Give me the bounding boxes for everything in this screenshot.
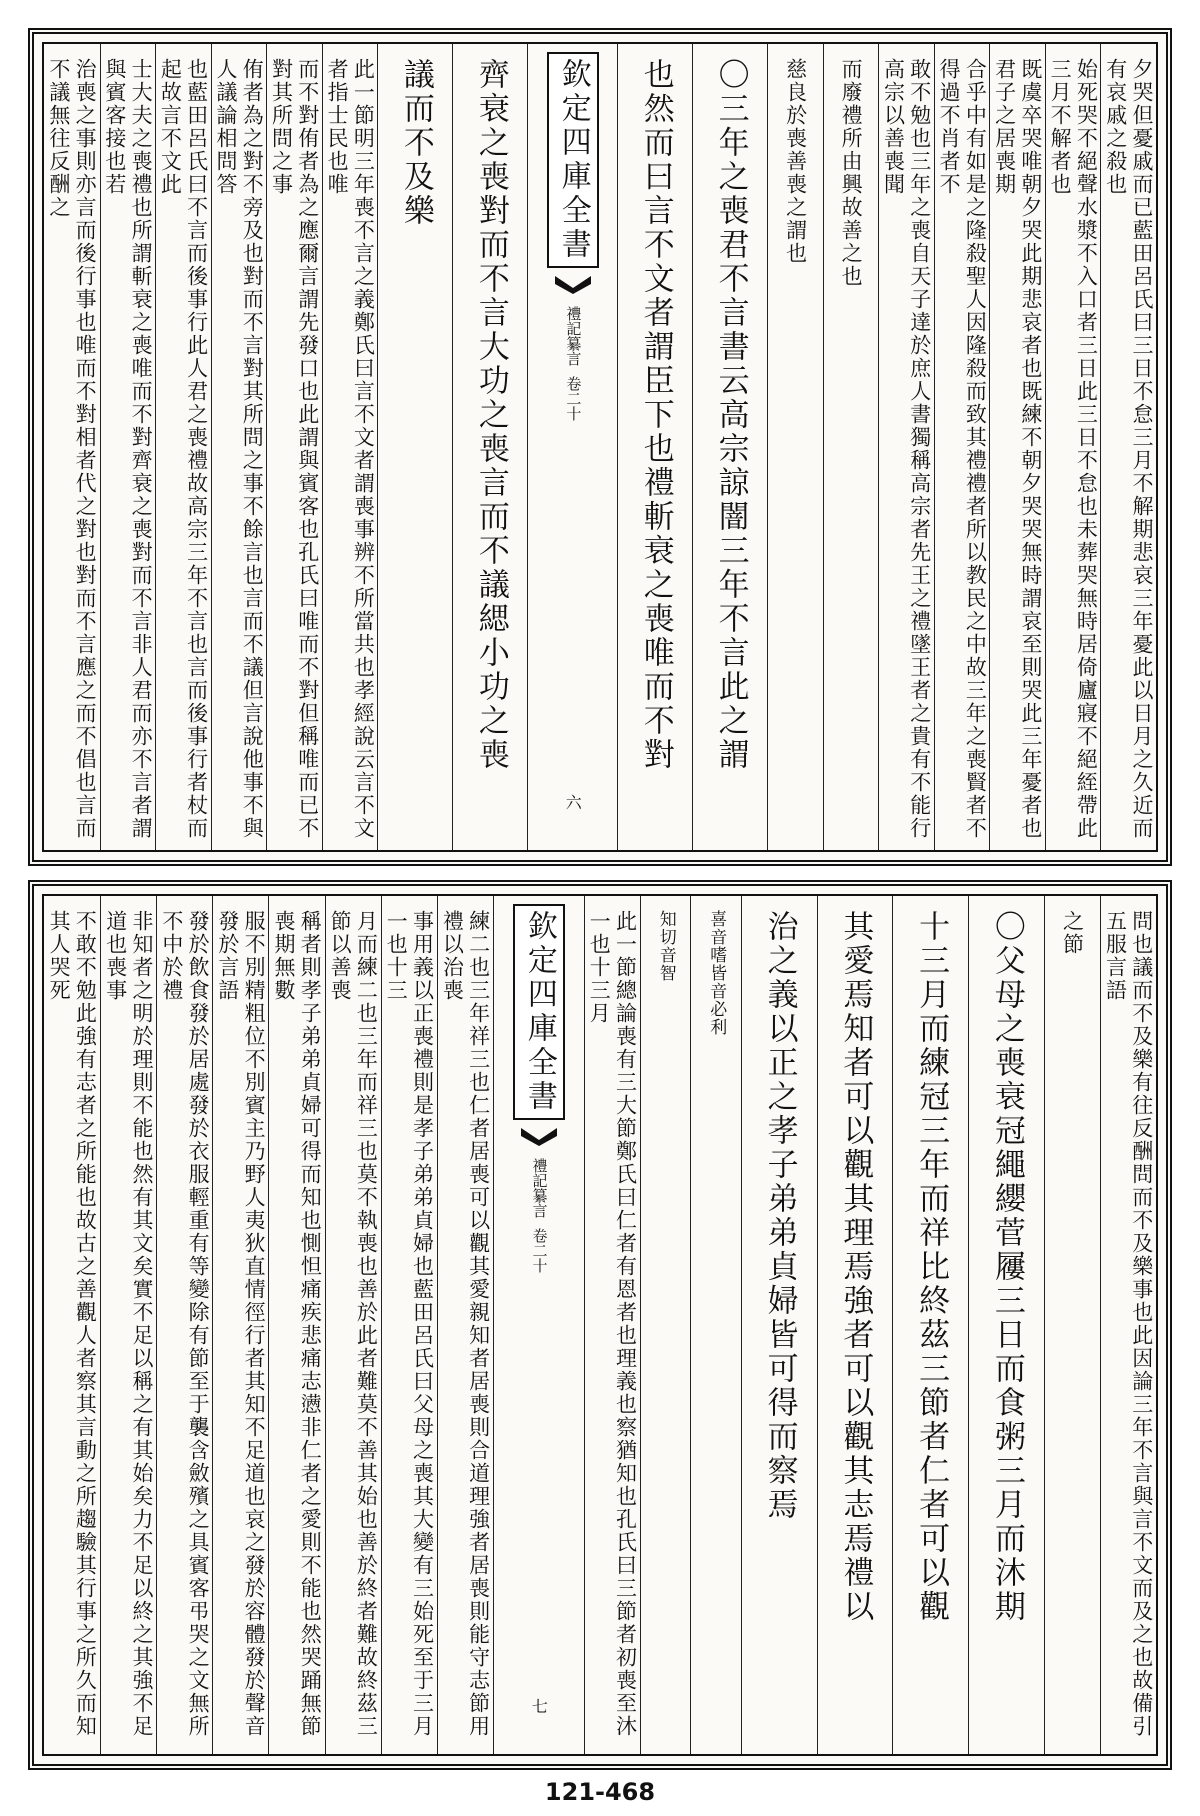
book-subtitle: 禮記纂言 bbox=[564, 306, 583, 366]
column-text: 此一節明三年喪不言之義鄭氏曰言不文者謂喪事辨不所當共也孝經說云言不文者指士民也唯 bbox=[325, 58, 376, 840]
volume-label: 卷二十 bbox=[530, 1228, 549, 1273]
main-text-column bbox=[968, 896, 1044, 1754]
column-text: 發於飲食發於居處發於衣服輕重有等變除有節至于襲含斂殯之具賓客弔哭之文無所不中於禮 bbox=[159, 910, 211, 1738]
column-text: 問也議而不及樂有往反酬問而不及樂事也此因論三年不言與言不文而及之也故備引五服言語 bbox=[1103, 910, 1154, 1738]
commentary-column bbox=[100, 896, 156, 1754]
column-text: 敢不勉也三年之喪自天子達於庶人書獨稱高宗者先王之禮墜王者之貴有不能行高宗以善喪聞 bbox=[881, 58, 932, 840]
commentary-column bbox=[878, 44, 934, 850]
commentary-column bbox=[989, 44, 1045, 850]
column-text: 喜音嗜皆音必利 bbox=[706, 910, 727, 1036]
center-gutter bbox=[493, 896, 584, 1754]
column-text: 夕哭但憂戚而已藍田呂氏曰三日不怠三月不解期悲哀三年憂此以日月之久近而有哀戚之殺也 bbox=[1103, 58, 1154, 840]
commentary-column bbox=[437, 896, 493, 1754]
book-title: 欽定四庫全書 bbox=[547, 52, 599, 268]
commentary-column bbox=[44, 44, 100, 850]
commentary-column bbox=[322, 44, 378, 850]
bottom-page-frame bbox=[42, 894, 1158, 1756]
column-text: 月而練二也三年而祥三也莫不執喪也善於此者難莫不善其始也善於終者難故終茲三節以善喪 bbox=[328, 910, 379, 1738]
commentary-column bbox=[767, 44, 823, 850]
top-page bbox=[28, 28, 1172, 866]
commentary-column bbox=[1100, 896, 1156, 1754]
column-text: 既虞卒哭唯朝夕哭此期悲哀者也既練不朝夕哭哭無時謂哀至則哭此三年憂者也君子之居喪期 bbox=[992, 58, 1043, 840]
commentary-column bbox=[211, 44, 267, 850]
commentary-column bbox=[266, 44, 322, 850]
commentary-column bbox=[823, 44, 879, 850]
column-text: 之節 bbox=[1060, 910, 1085, 956]
commentary-column bbox=[1045, 44, 1101, 850]
book-title: 欽定四庫全書 bbox=[513, 904, 565, 1120]
column-text: 也然而曰言不文者謂臣下也禮斬衰之喪唯而不對 bbox=[637, 58, 674, 772]
commentary-column bbox=[268, 896, 324, 1754]
commentary-column bbox=[100, 44, 156, 850]
commentary-column bbox=[212, 896, 268, 1754]
column-text: 十三月而練冠三年而祥比終茲三節者仁者可以觀 bbox=[913, 910, 950, 1624]
commentary-column bbox=[325, 896, 381, 1754]
fishtail-ornament-icon bbox=[553, 274, 593, 296]
column-text: 合乎中有如是之隆殺聖人因隆殺而致其禮禮者所以教民之中故三年之喪賢者不得過不肖者不 bbox=[937, 58, 988, 840]
folio-number: 七 bbox=[529, 1698, 549, 1714]
main-text-column bbox=[817, 896, 893, 1754]
column-text: 〇三年之喪君不言書云高宗諒闇三年不言此之謂 bbox=[712, 58, 749, 772]
main-text-column bbox=[892, 896, 968, 1754]
column-text: 服不別精粗位不別賓主乃野人夷狄直情徑行者其知不足道也哀之發於容體發於聲音發於言語 bbox=[215, 910, 267, 1738]
commentary-column bbox=[1044, 896, 1100, 1754]
column-text: 稱者則孝子弟弟貞婦可得而知也惻怛痛疾悲痛志懑非仁者之愛則不能也然哭踊無節喪期無數 bbox=[272, 910, 323, 1738]
main-text-column bbox=[741, 896, 817, 1754]
center-gutter bbox=[527, 44, 617, 850]
commentary-column bbox=[584, 896, 640, 1754]
column-text: 治喪之事則亦言而後行事也唯而不對相者代之對也對而不言應之而不倡也言而不議無往反酬之 bbox=[46, 58, 98, 840]
column-text: 齊衰之喪對而不言大功之喪言而不議緦小功之喪 bbox=[472, 58, 509, 772]
column-text: 非知者之明於理則不能也然有其文矣實不足以稱之有其始矣力不足以終之其強不足道也喪事 bbox=[103, 910, 154, 1738]
commentary-column bbox=[155, 44, 211, 850]
column-text: 知切音智 bbox=[655, 910, 676, 982]
volume-label: 卷二十 bbox=[564, 376, 583, 421]
page-code: 121-468 bbox=[544, 1778, 656, 1806]
column-text: 不敢不勉此強有志者之所能也故古之善觀人者察其言動之所趨驗其行事之所久而知其人哭死 bbox=[47, 910, 98, 1738]
column-text: 練二也三年祥三也仁者居喪可以觀其愛親知者居喪則合道理強者居喪則能守志節用禮以治喪 bbox=[440, 910, 491, 1738]
commentary-column bbox=[640, 896, 690, 1754]
main-text-column bbox=[692, 44, 767, 850]
main-text-column bbox=[452, 44, 527, 850]
column-text: 慈良於喪善喪之謂也 bbox=[783, 58, 808, 265]
bottom-page bbox=[28, 880, 1172, 1770]
column-text: 事用義以正喪禮則是孝子弟弟貞婦也藍田呂氏曰父母之喪其大變有三始死至于三月一也十三 bbox=[384, 910, 435, 1738]
commentary-column bbox=[1100, 44, 1156, 850]
commentary-column bbox=[381, 896, 437, 1754]
commentary-column bbox=[44, 896, 100, 1754]
commentary-column bbox=[934, 44, 990, 850]
column-text: 而不對侑者為之應爾言謂先發口也此謂與賓客也孔氏曰唯而不對但稱唯而已不對其所問之事 bbox=[269, 58, 320, 840]
column-text: 而廢禮所由興故善之也 bbox=[839, 58, 864, 288]
column-text: 也藍田呂氏曰不言而後事行此人君之喪禮故高宗三年不言也言而後事行者杖而起故言不文此 bbox=[158, 58, 209, 840]
column-text: 此一節總論喪有三大節鄭氏曰仁者有恩者也理義也察猶知也孔氏曰三節者初喪至沐一也十三月 bbox=[587, 910, 638, 1738]
column-text: 其愛焉知者可以觀其理焉強者可以觀其志焉禮以 bbox=[837, 910, 874, 1624]
column-text: 〇父母之喪衰冠繩纓菅屨三日而食粥三月而沐期 bbox=[988, 910, 1025, 1624]
column-text: 侑者為之對不旁及也對而不言對其所問之事不餘言也言而不議但言說他事不與人議論相問答 bbox=[213, 58, 265, 840]
column-text: 士大夫之喪禮也所謂斬衰之喪唯而不對齊衰之喪對而不言非人君而亦不言者謂與賓客接也若 bbox=[102, 58, 154, 840]
column-text: 治之義以正之孝子弟弟貞婦皆可得而察焉 bbox=[761, 910, 798, 1522]
column-text: 始死哭不絕聲水漿不入口者三日此三日不怠也未葬哭無時居倚廬寢不絕絰帶此三月不解者也 bbox=[1048, 58, 1099, 840]
main-text-column bbox=[377, 44, 452, 850]
fishtail-ornament-icon bbox=[519, 1126, 559, 1148]
bottom-page-columns bbox=[44, 896, 1156, 1754]
book-subtitle: 禮記纂言 bbox=[530, 1158, 549, 1218]
column-text: 議而不及樂 bbox=[397, 58, 434, 228]
top-page-frame bbox=[42, 42, 1158, 852]
main-text-column bbox=[617, 44, 692, 850]
commentary-column bbox=[156, 896, 212, 1754]
top-page-columns bbox=[44, 44, 1156, 850]
commentary-column bbox=[690, 896, 740, 1754]
folio-number: 六 bbox=[563, 794, 583, 810]
